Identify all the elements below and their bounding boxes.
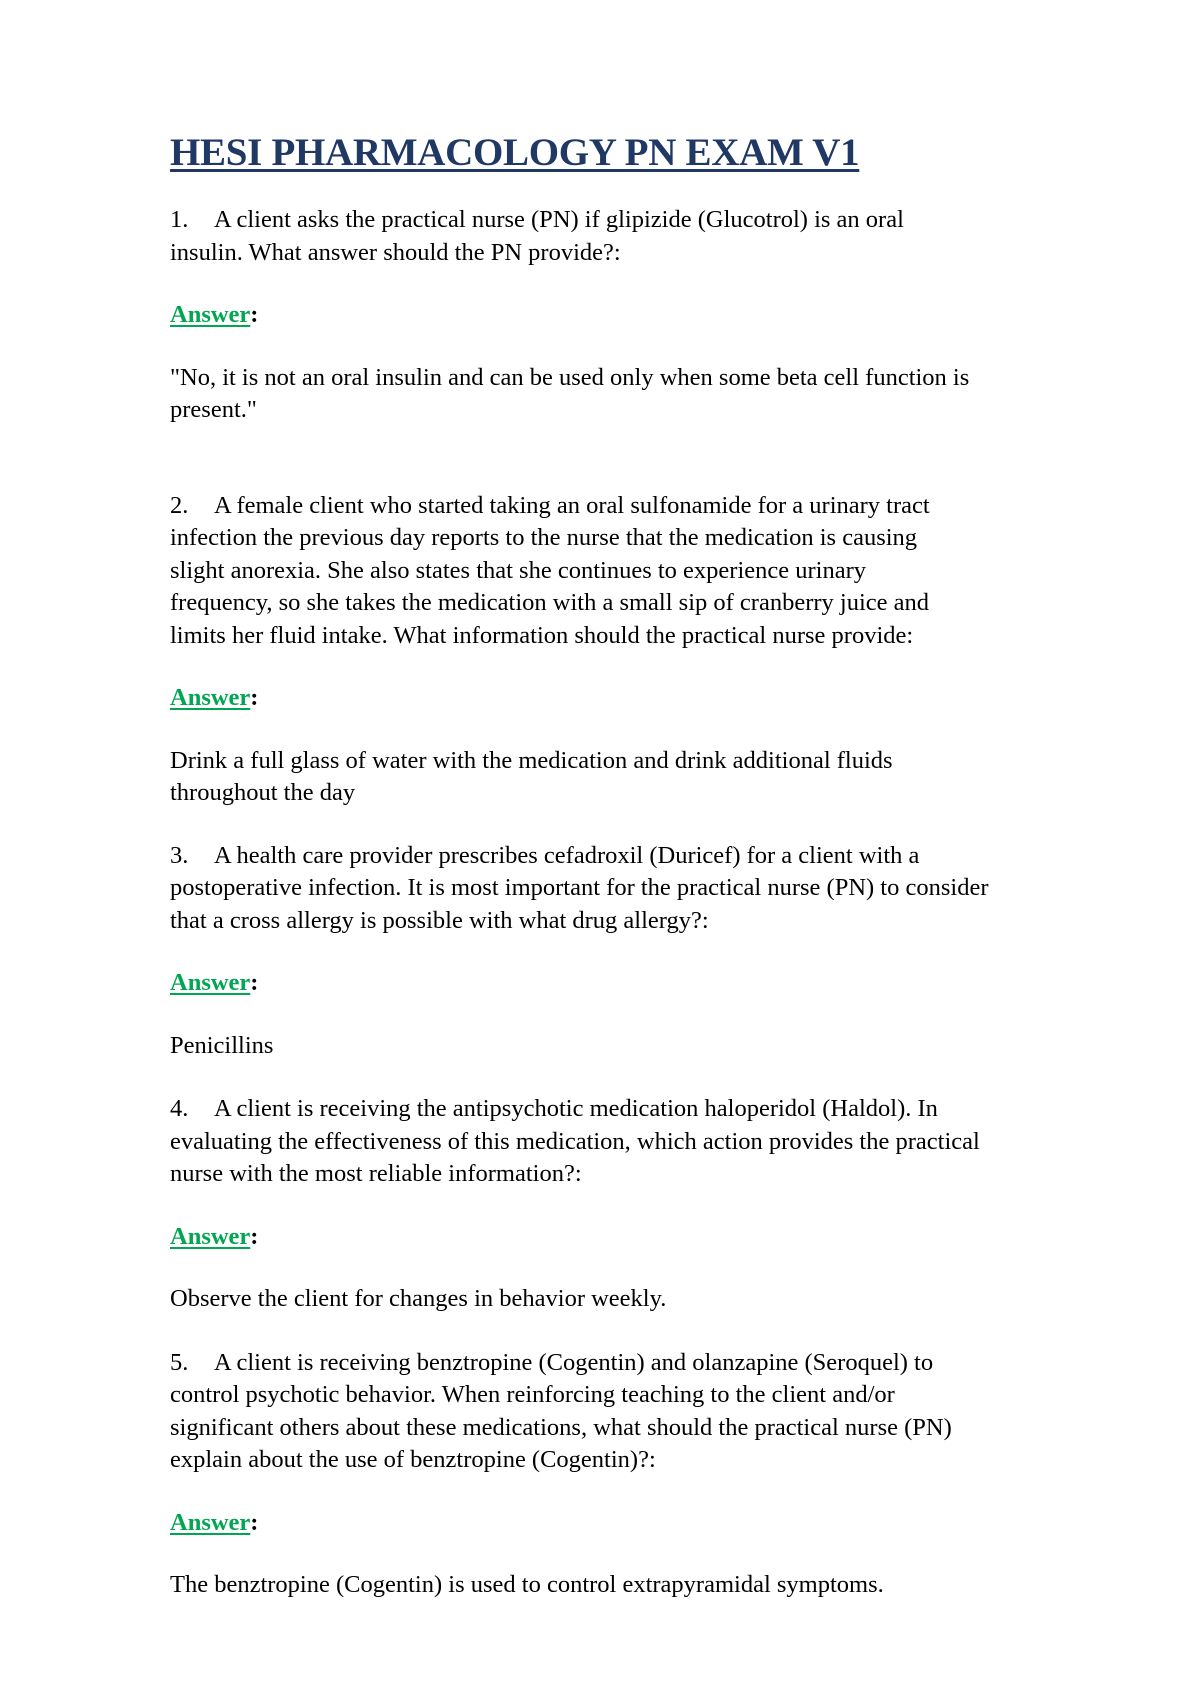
answer-label: Answer:	[170, 969, 259, 996]
question-1	[170, 204, 950, 269]
question-number: 2.	[170, 491, 189, 519]
answer-3: Penicillins	[170, 1031, 274, 1059]
answer-1: "No, it is not an oral insulin and can be used only when some beta cell function is present."	[170, 363, 970, 423]
answer-5: The benztropine (Cogentin) is used to control extrapyramidal symptoms.	[170, 1571, 884, 1598]
question-text: A female client who started taking an oral sulfonamide for a urinary tract infection the previous day reports to the nurse that the medication is causing slight anorexia. She also states that she continues to experience urinary frequency, so she takes the medication with a small sip of cranberry juice and limits her fluid intake. What information should the practical nurse provide:	[170, 491, 930, 649]
question-text: A client is receiving benztropine (Cogentin) and olanzapine (Seroquel) to control psychotic behavior. When reinforcing teaching to the client and/or significant others about these medications, what should the practical nurse (PN) explain about the use of benztropine (Cogentin)?:	[170, 1348, 952, 1473]
question-4	[170, 1093, 990, 1191]
question-block-3	[170, 840, 1090, 1063]
answer-label: Answer:	[170, 1222, 259, 1250]
question-text: A client asks the practical nurse (PN) if glipizide (Glucotrol) is an oral insulin. What answer should the PN provide?:	[170, 206, 904, 266]
question-5	[170, 1347, 1000, 1477]
question-number: 5.	[170, 1348, 189, 1376]
question-3	[170, 840, 990, 938]
document-title: HESI PHARMACOLOGY PN EXAM V1	[170, 131, 860, 174]
answer-4: Observe the client for changes in behavior weekly.	[170, 1285, 667, 1312]
question-block-1	[170, 204, 1090, 427]
question-number: 3.	[170, 841, 189, 869]
document-page	[170, 130, 1090, 1602]
question-text: A client is receiving the antipsychotic medication haloperidol (Haldol). In evaluating the effectiveness of this medication, which action provides the practical nurse with the most reliable information?:	[170, 1095, 980, 1187]
question-text: A health care provider prescribes cefadroxil (Duricef) for a client with a postoperative infection. It is most important for the practical nurse (PN) to consider that a cross allergy is possible with what drug allergy?:	[170, 841, 989, 934]
answer-label: Answer:	[170, 301, 259, 328]
question-number: 1.	[170, 206, 189, 233]
answer-label: Answer:	[170, 1508, 259, 1536]
question-block-5	[170, 1347, 1090, 1602]
question-number: 4.	[170, 1095, 189, 1122]
question-block-2	[170, 490, 1090, 810]
question-block-4	[170, 1093, 1090, 1316]
answer-2: Drink a full glass of water with the medication and drink additional fluids throughout the day	[170, 746, 893, 806]
question-2	[170, 490, 970, 653]
answer-label: Answer:	[170, 684, 259, 711]
